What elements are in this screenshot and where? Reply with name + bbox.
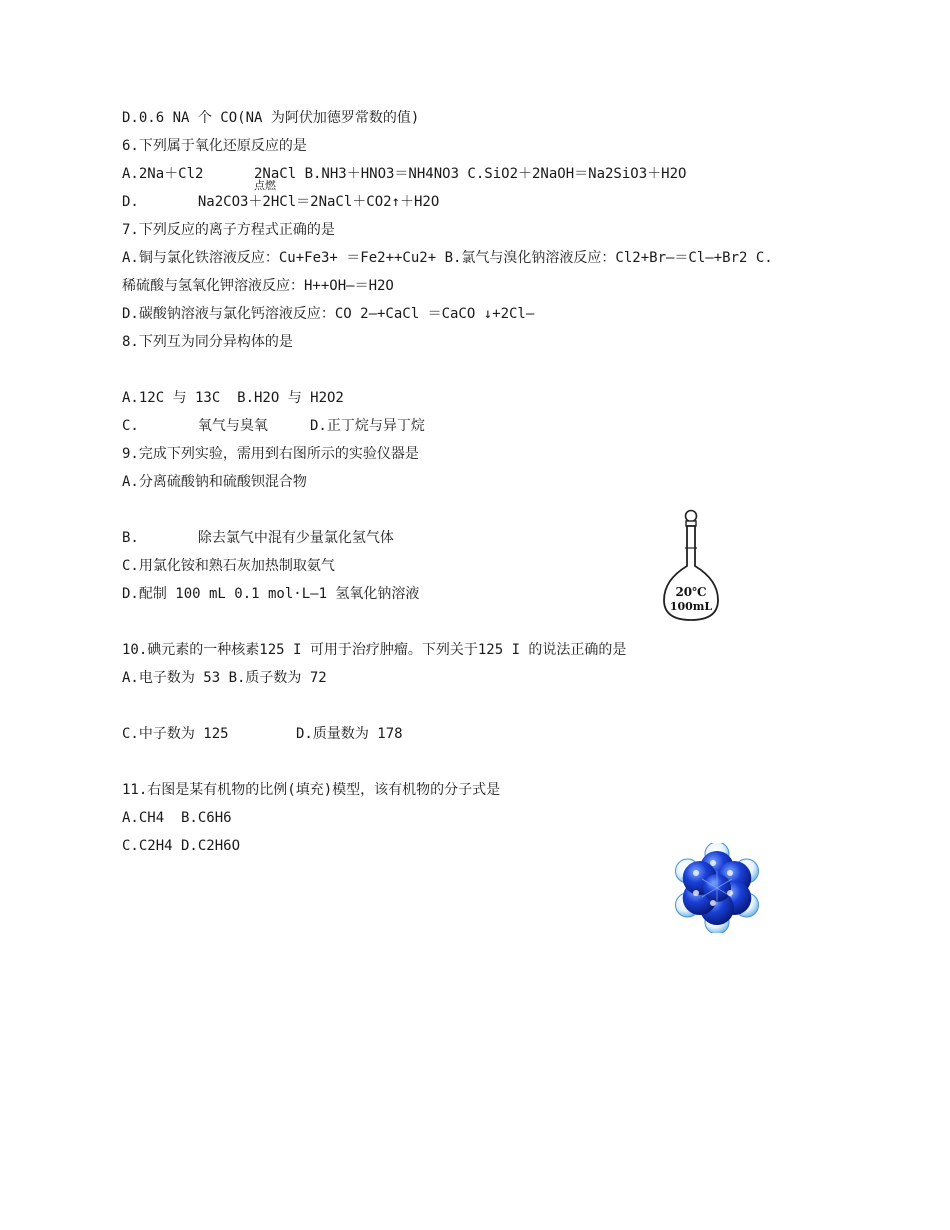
benzene-space-filling-model xyxy=(672,843,762,933)
line-q9-b: B. 除去氯气中混有少量氯化氢气体 xyxy=(122,530,394,546)
line-q7-d: D.碳酸钠溶液与氯化钙溶液反应：CO 2—+CaCl ＝CaCO ↓+2Cl— xyxy=(122,306,535,322)
line-q7-c: 稀硫酸与氢氧化钾溶液反应：H++OH—＝H2O xyxy=(122,278,394,294)
line-q9-c: C.用氯化铵和熟石灰加热制取氨气 xyxy=(122,558,335,574)
line-q10-cd: C.中子数为 125 D.质量数为 178 xyxy=(122,726,403,742)
line-q7-stem: 7.下列反应的离子方程式正确的是 xyxy=(122,222,335,238)
line-q8-stem: 8.下列互为同分异构体的是 xyxy=(122,334,293,350)
line-q9-stem: 9.完成下列实验，需用到右图所示的实验仪器是 xyxy=(122,446,419,462)
line-q6-stem: 6.下列属于氧化还原反应的是 xyxy=(122,138,307,154)
line-q6-d: D. Na2CO3＋2HCl＝2NaCl＋CO2↑＋H2O xyxy=(122,194,440,210)
line-q9-a: A.分离硫酸钠和硫酸钡混合物 xyxy=(122,474,307,490)
line-q11-cd: C.C2H4 D.C2H6O xyxy=(122,838,241,854)
line-q9-d: D.配制 100 mL 0.1 mol·L—1 氢氧化钠溶液 xyxy=(122,586,420,602)
flask-volume-label: 100mL xyxy=(669,600,713,613)
volumetric-flask-figure xyxy=(660,508,722,626)
line-q11-ab: A.CH4 B.C6H6 xyxy=(122,810,232,826)
flask-temperature-label: 20℃ xyxy=(675,585,707,599)
line-q6-abc: A.2Na＋Cl2 2NaCl B.NH3＋HNO3＝NH4NO3 C.SiO2＋2NaOH＝Na2SiO3＋H2O xyxy=(122,166,687,182)
line-q7-ab: A.铜与氯化铁溶液反应：Cu+Fe3+ ＝Fe2++Cu2+ B.氯气与溴化钠溶液反应：Cl2+Br—＝Cl—+Br2 C. xyxy=(122,250,773,266)
line-q5-d: D.0.6 NA 个 CO(NA 为阿伏加德罗常数的值) xyxy=(122,110,420,126)
line-q10-ab: A.电子数为 53 B.质子数为 72 xyxy=(122,670,327,686)
line-q8-ab: A.12C 与 13C B.H2O 与 H2O2 xyxy=(122,390,344,406)
line-q11-stem: 11.右图是某有机物的比例(填充)模型，该有机物的分子式是 xyxy=(122,782,501,798)
line-q10-stem: 10.碘元素的一种核素125 I 可用于治疗肿瘤。下列关于125 I 的说法正确的是 xyxy=(122,642,627,658)
line-q8-cd: C. 氧气与臭氧 D.正丁烷与异丁烷 xyxy=(122,418,425,434)
ignition-label: 点燃 xyxy=(254,179,276,192)
